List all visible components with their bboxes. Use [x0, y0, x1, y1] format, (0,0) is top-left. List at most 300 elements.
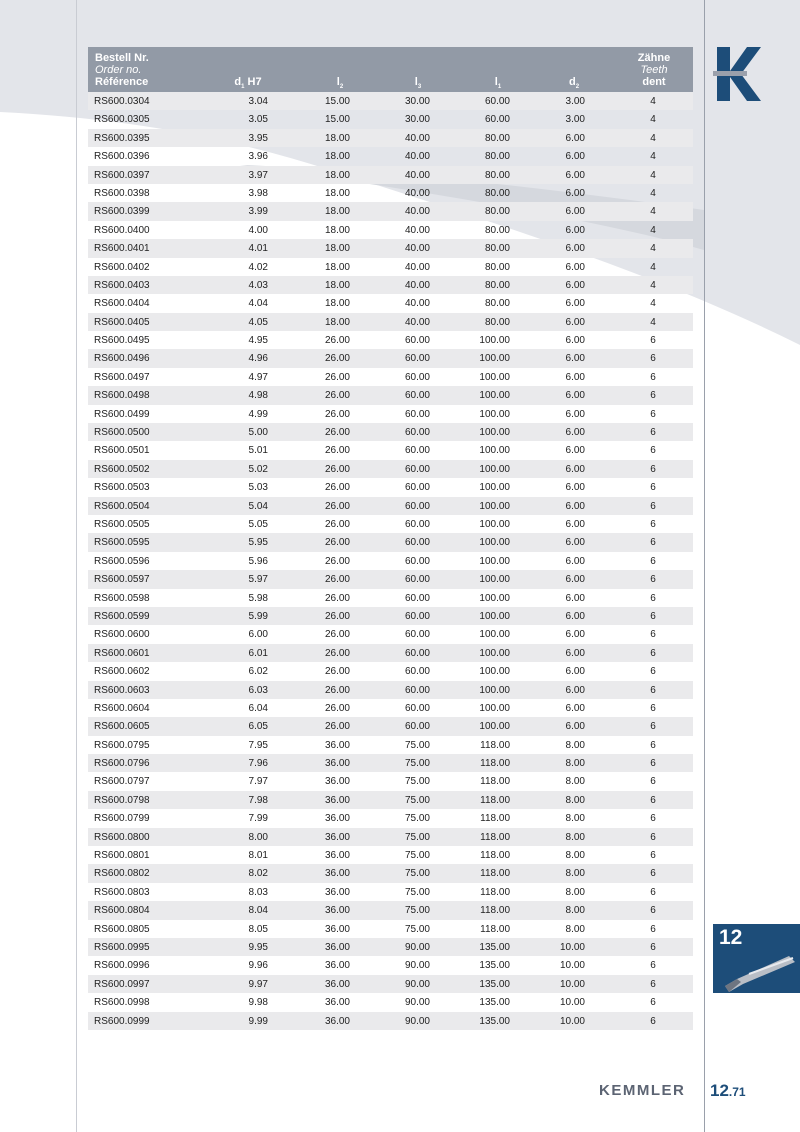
table-cell: RS600.0796	[94, 758, 150, 770]
table-cell: 100.00	[479, 684, 510, 696]
table-row	[88, 441, 693, 459]
table-cell: 6.00	[565, 482, 585, 494]
table-cell: RS600.0800	[94, 831, 150, 843]
table-cell: 6	[650, 353, 656, 365]
table-cell: 6	[650, 647, 656, 659]
table-cell: 6.00	[565, 610, 585, 622]
table-cell: 6.00	[565, 187, 585, 199]
table-cell: 36.00	[324, 960, 350, 972]
table-cell: RS600.0602	[94, 666, 150, 678]
table-cell: 36.00	[324, 739, 350, 751]
table-cell: 6	[650, 960, 656, 972]
table-cell: 7.95	[248, 739, 268, 751]
table-row	[88, 699, 693, 717]
table-cell: RS600.0496	[94, 353, 150, 365]
table-cell: 8.03	[248, 886, 268, 898]
table-cell: 100.00	[479, 500, 510, 512]
table-cell: RS600.0495	[94, 335, 150, 347]
table-cell: 6.02	[248, 666, 268, 678]
table-cell: 75.00	[404, 813, 430, 825]
product-table	[88, 47, 693, 1030]
table-cell: RS600.0598	[94, 592, 150, 604]
table-cell: 26.00	[324, 684, 350, 696]
table-cell: RS600.0403	[94, 279, 150, 291]
table-cell: 118.00	[480, 776, 510, 788]
table-cell: RS600.0998	[94, 997, 150, 1009]
table-cell: RS600.0599	[94, 610, 150, 622]
table-cell: 26.00	[324, 629, 350, 641]
table-cell: RS600.0595	[94, 537, 150, 549]
table-cell: 80.00	[484, 169, 510, 181]
table-cell: 3.96	[248, 151, 268, 163]
table-cell: RS600.0597	[94, 574, 150, 586]
table-cell: 5.97	[248, 574, 268, 586]
table-cell: RS600.0604	[94, 702, 150, 714]
table-cell: RS600.0402	[94, 261, 150, 273]
table-cell: 80.00	[484, 206, 510, 218]
table-cell: RS600.0498	[94, 390, 150, 402]
header-d1: $d_1$ H7	[234, 76, 262, 91]
table-cell: 118.00	[480, 739, 510, 751]
table-cell: 80.00	[484, 298, 510, 310]
table-cell: RS600.0999	[94, 1015, 150, 1027]
table-cell: 36.00	[324, 905, 350, 917]
table-cell: 18.00	[324, 316, 350, 328]
table-cell: 5.96	[248, 555, 268, 567]
table-cell: 6	[650, 905, 656, 917]
table-cell: 4	[650, 169, 656, 181]
table-cell: 4.95	[248, 335, 268, 347]
table-cell: 135.00	[479, 997, 510, 1009]
table-cell: 75.00	[404, 739, 430, 751]
table-cell: 100.00	[479, 445, 510, 457]
table-cell: 6.00	[565, 684, 585, 696]
table-cell: 4	[650, 151, 656, 163]
table-cell: RS600.0395	[94, 132, 150, 144]
table-row	[88, 938, 693, 956]
table-cell: RS600.0305	[94, 114, 150, 126]
table-cell: 36.00	[324, 997, 350, 1009]
table-cell: RS600.0503	[94, 482, 150, 494]
table-row	[88, 147, 693, 165]
table-cell: 6	[650, 390, 656, 402]
table-cell: 6	[650, 555, 656, 567]
table-cell: 9.95	[248, 941, 268, 953]
table-cell: 8.00	[565, 739, 585, 751]
table-cell: 60.00	[404, 390, 430, 402]
table-cell: 36.00	[324, 758, 350, 770]
table-cell: 80.00	[484, 261, 510, 273]
table-cell: 4	[650, 224, 656, 236]
table-cell: 8.00	[565, 923, 585, 935]
table-cell: RS600.0501	[94, 445, 150, 457]
table-cell: 6.00	[565, 371, 585, 383]
table-row	[88, 239, 693, 257]
table-cell: 6.00	[565, 629, 585, 641]
table-cell: 4.96	[248, 353, 268, 365]
table-cell: 60.00	[404, 537, 430, 549]
table-cell: 80.00	[484, 243, 510, 255]
table-row	[88, 644, 693, 662]
table-cell: RS600.0801	[94, 850, 150, 862]
table-cell: RS600.0605	[94, 721, 150, 733]
table-cell: 6.03	[248, 684, 268, 696]
table-cell: 5.95	[248, 537, 268, 549]
table-row	[88, 828, 693, 846]
table-cell: 6	[650, 923, 656, 935]
table-cell: 18.00	[324, 206, 350, 218]
table-cell: 6.00	[565, 574, 585, 586]
table-header	[88, 47, 693, 92]
table-cell: 8.00	[565, 868, 585, 880]
table-cell: 36.00	[324, 941, 350, 953]
table-cell: RS600.0805	[94, 923, 150, 935]
table-cell: 100.00	[479, 335, 510, 347]
table-cell: 7.98	[248, 794, 268, 806]
table-cell: 100.00	[479, 610, 510, 622]
table-row	[88, 166, 693, 184]
table-cell: 118.00	[480, 905, 510, 917]
table-cell: 118.00	[480, 923, 510, 935]
table-row	[88, 533, 693, 551]
table-row	[88, 920, 693, 938]
table-row	[88, 92, 693, 110]
table-cell: 40.00	[404, 132, 430, 144]
table-cell: 6.00	[565, 408, 585, 420]
table-cell: 3.00	[565, 114, 585, 126]
header-teeth: Zähne Teeth dent	[637, 52, 671, 88]
table-cell: 60.00	[484, 96, 510, 107]
table-row	[88, 202, 693, 220]
table-cell: 6	[650, 702, 656, 714]
table-row	[88, 846, 693, 864]
table-cell: 6	[650, 941, 656, 953]
table-cell: 6	[650, 684, 656, 696]
table-cell: 60.00	[404, 463, 430, 475]
table-cell: 6.00	[565, 335, 585, 347]
table-cell: 75.00	[404, 923, 430, 935]
table-cell: 26.00	[324, 500, 350, 512]
table-cell: 135.00	[479, 960, 510, 972]
table-cell: 3.99	[248, 206, 268, 218]
table-cell: 4.04	[248, 298, 268, 310]
table-cell: 26.00	[324, 574, 350, 586]
end-mill-icon	[715, 946, 799, 992]
table-cell: 90.00	[404, 941, 430, 953]
table-cell: 60.00	[404, 408, 430, 420]
table-cell: 118.00	[480, 831, 510, 843]
table-cell: 6	[650, 574, 656, 586]
table-cell: 6.00	[565, 647, 585, 659]
table-cell: 90.00	[404, 978, 430, 990]
table-cell: 100.00	[479, 390, 510, 402]
table-cell: 6.00	[565, 555, 585, 567]
table-cell: 90.00	[404, 960, 430, 972]
table-cell: 6.00	[565, 666, 585, 678]
header-reference: Bestell Nr. Order no. Référence	[95, 52, 149, 88]
table-cell: 26.00	[324, 518, 350, 530]
table-cell: 100.00	[479, 666, 510, 678]
table-cell: RS600.0995	[94, 941, 150, 953]
table-cell: 118.00	[480, 794, 510, 806]
table-cell: 4	[650, 96, 656, 107]
table-cell: RS600.0397	[94, 169, 150, 181]
table-cell: 100.00	[479, 647, 510, 659]
header-l1: $l_1$	[494, 76, 502, 91]
table-cell: 100.00	[479, 592, 510, 604]
table-cell: 4.97	[248, 371, 268, 383]
table-cell: 18.00	[324, 169, 350, 181]
table-cell: 6	[650, 831, 656, 843]
table-cell: 18.00	[324, 151, 350, 163]
table-row	[88, 110, 693, 128]
table-cell: RS600.0304	[94, 96, 150, 107]
table-cell: 18.00	[324, 132, 350, 144]
table-row	[88, 368, 693, 386]
table-cell: 18.00	[324, 279, 350, 291]
table-cell: 60.00	[404, 702, 430, 714]
table-cell: 6.00	[565, 224, 585, 236]
table-cell: 8.00	[565, 776, 585, 788]
table-cell: 80.00	[484, 151, 510, 163]
table-cell: 6.00	[565, 518, 585, 530]
table-cell: 60.00	[404, 666, 430, 678]
table-cell: 6	[650, 997, 656, 1009]
table-cell: 4	[650, 187, 656, 199]
table-row	[88, 515, 693, 533]
table-cell: 8.02	[248, 868, 268, 880]
table-cell: 26.00	[324, 482, 350, 494]
table-cell: 4	[650, 316, 656, 328]
table-cell: 6	[650, 482, 656, 494]
table-cell: 6	[650, 537, 656, 549]
table-row	[88, 497, 693, 515]
table-cell: 8.00	[565, 794, 585, 806]
table-cell: 4	[650, 132, 656, 144]
table-cell: 36.00	[324, 776, 350, 788]
table-cell: 6	[650, 371, 656, 383]
table-cell: 26.00	[324, 647, 350, 659]
table-cell: 6.00	[565, 500, 585, 512]
header-l3: $l_3$	[414, 76, 422, 91]
table-row	[88, 772, 693, 790]
table-cell: 6	[650, 868, 656, 880]
table-cell: 26.00	[324, 555, 350, 567]
table-cell: RS600.0404	[94, 298, 150, 310]
table-cell: 80.00	[484, 224, 510, 236]
table-cell: 6.00	[565, 169, 585, 181]
table-cell: 26.00	[324, 390, 350, 402]
table-cell: 90.00	[404, 1015, 430, 1027]
table-cell: 80.00	[484, 132, 510, 144]
table-cell: 40.00	[404, 187, 430, 199]
table-row	[88, 589, 693, 607]
table-cell: 6.00	[565, 427, 585, 439]
table-cell: 9.98	[248, 997, 268, 1009]
table-cell: 4.05	[248, 316, 268, 328]
table-cell: 60.00	[404, 482, 430, 494]
table-row	[88, 405, 693, 423]
table-cell: 8.00	[565, 886, 585, 898]
table-row	[88, 570, 693, 588]
table-cell: 118.00	[480, 886, 510, 898]
table-cell: RS600.0803	[94, 886, 150, 898]
table-cell: 15.00	[324, 96, 350, 107]
table-cell: 60.00	[404, 353, 430, 365]
table-row	[88, 864, 693, 882]
table-cell: RS600.0497	[94, 371, 150, 383]
table-row	[88, 736, 693, 754]
table-row	[88, 717, 693, 735]
table-cell: 100.00	[479, 702, 510, 714]
table-cell: 60.00	[404, 684, 430, 696]
table-cell: 36.00	[324, 831, 350, 843]
table-cell: 40.00	[404, 298, 430, 310]
table-cell: RS600.0596	[94, 555, 150, 567]
table-cell: 18.00	[324, 243, 350, 255]
table-cell: 10.00	[559, 978, 585, 990]
table-cell: 10.00	[559, 997, 585, 1009]
table-cell: 36.00	[324, 813, 350, 825]
page-number: 12.71	[710, 1081, 746, 1100]
table-cell: 60.00	[484, 114, 510, 126]
table-cell: 6	[650, 978, 656, 990]
table-cell: 5.05	[248, 518, 268, 530]
table-cell: 5.02	[248, 463, 268, 475]
table-cell: 4	[650, 243, 656, 255]
table-cell: RS600.0997	[94, 978, 150, 990]
table-cell: 40.00	[404, 316, 430, 328]
table-cell: 100.00	[479, 555, 510, 567]
table-cell: 6	[650, 794, 656, 806]
table-cell: 26.00	[324, 721, 350, 733]
table-cell: 6.00	[565, 721, 585, 733]
table-cell: RS600.0600	[94, 629, 150, 641]
table-cell: 26.00	[324, 666, 350, 678]
table-row	[88, 331, 693, 349]
table-cell: 15.00	[324, 114, 350, 126]
table-cell: 6	[650, 335, 656, 347]
table-cell: RS600.0502	[94, 463, 150, 475]
table-row	[88, 956, 693, 974]
table-cell: 75.00	[404, 850, 430, 862]
table-cell: 26.00	[324, 463, 350, 475]
table-cell: 6	[650, 1015, 656, 1027]
table-cell: 118.00	[480, 868, 510, 880]
table-cell: 100.00	[479, 353, 510, 365]
table-cell: 6	[650, 758, 656, 770]
table-cell: 6.05	[248, 721, 268, 733]
table-cell: 36.00	[324, 886, 350, 898]
table-row	[88, 809, 693, 827]
table-cell: 9.97	[248, 978, 268, 990]
table-cell: 9.96	[248, 960, 268, 972]
table-cell: 6	[650, 500, 656, 512]
table-cell: RS600.0505	[94, 518, 150, 530]
table-cell: 6	[650, 463, 656, 475]
table-cell: 6	[650, 629, 656, 641]
table-cell: 6.00	[565, 243, 585, 255]
table-cell: 36.00	[324, 1015, 350, 1027]
table-cell: 9.99	[248, 1015, 268, 1027]
table-cell: 26.00	[324, 353, 350, 365]
table-row	[88, 791, 693, 809]
section-tab	[713, 924, 800, 993]
table-cell: 26.00	[324, 408, 350, 420]
table-cell: 118.00	[480, 813, 510, 825]
table-cell: 80.00	[484, 279, 510, 291]
table-cell: 6	[650, 850, 656, 862]
table-cell: RS600.0398	[94, 187, 150, 199]
margin-line	[76, 0, 77, 1132]
table-row	[88, 294, 693, 312]
table-cell: 5.00	[248, 427, 268, 439]
table-row	[88, 883, 693, 901]
table-cell: RS600.0504	[94, 500, 150, 512]
table-cell: 8.00	[565, 831, 585, 843]
table-cell: 7.99	[248, 813, 268, 825]
table-cell: 40.00	[404, 243, 430, 255]
table-cell: 100.00	[479, 482, 510, 494]
table-cell: 6.00	[565, 702, 585, 714]
section-number: 12	[719, 926, 743, 949]
table-cell: 26.00	[324, 371, 350, 383]
table-cell: 75.00	[404, 905, 430, 917]
table-cell: 3.04	[248, 96, 268, 107]
table-cell: RS600.0400	[94, 224, 150, 236]
table-cell: 100.00	[479, 463, 510, 475]
table-cell: 10.00	[559, 941, 585, 953]
table-cell: 6.00	[248, 629, 268, 641]
table-cell: 80.00	[484, 187, 510, 199]
table-cell: 4	[650, 261, 656, 273]
table-cell: 6	[650, 739, 656, 751]
table-cell: 80.00	[484, 316, 510, 328]
table-cell: 6.00	[565, 132, 585, 144]
table-cell: 60.00	[404, 427, 430, 439]
table-cell: 40.00	[404, 151, 430, 163]
table-cell: 100.00	[479, 574, 510, 586]
table-cell: RS600.0500	[94, 427, 150, 439]
table-cell: 40.00	[404, 206, 430, 218]
table-body	[88, 92, 693, 1030]
table-cell: 7.96	[248, 758, 268, 770]
table-cell: 40.00	[404, 224, 430, 236]
table-cell: 100.00	[479, 408, 510, 420]
table-cell: 3.98	[248, 187, 268, 199]
table-row	[88, 423, 693, 441]
table-cell: 18.00	[324, 298, 350, 310]
table-cell: 6.00	[565, 206, 585, 218]
table-cell: 36.00	[324, 850, 350, 862]
table-cell: RS600.0399	[94, 206, 150, 218]
table-cell: 60.00	[404, 335, 430, 347]
table-cell: 6.00	[565, 592, 585, 604]
table-cell: 3.95	[248, 132, 268, 144]
table-cell: 6.00	[565, 316, 585, 328]
right-margin-line	[704, 0, 705, 1132]
table-cell: 6	[650, 445, 656, 457]
table-row	[88, 313, 693, 331]
table-cell: 100.00	[479, 629, 510, 641]
table-cell: 4	[650, 206, 656, 218]
table-cell: 75.00	[404, 794, 430, 806]
table-cell: 135.00	[479, 1015, 510, 1027]
table-cell: 60.00	[404, 445, 430, 457]
header-d2: $d_2$	[568, 76, 580, 91]
table-cell: 6.04	[248, 702, 268, 714]
table-cell: 60.00	[404, 647, 430, 659]
